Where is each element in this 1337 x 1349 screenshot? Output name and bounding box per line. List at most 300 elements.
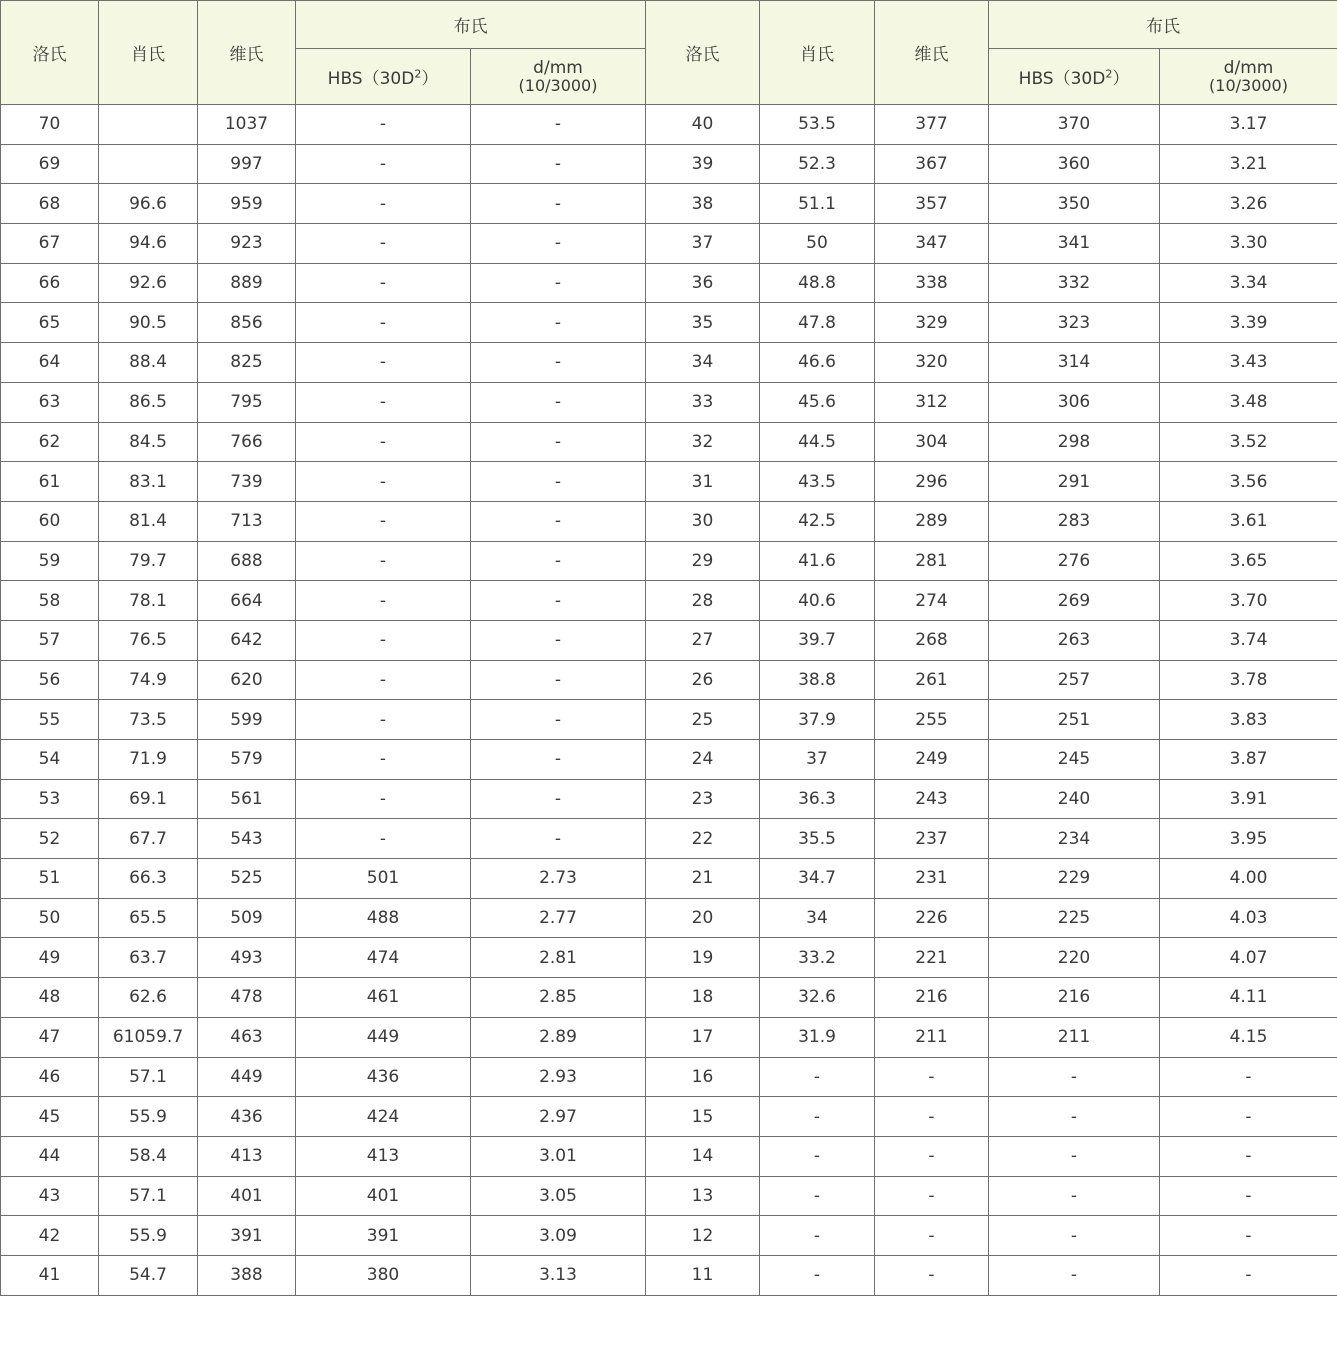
table-cell: 306: [989, 382, 1160, 422]
table-cell: 60: [1, 501, 99, 541]
table-cell: 391: [198, 1216, 296, 1256]
table-row: [1, 1255, 1337, 1295]
table-row: [1, 700, 1337, 740]
table-cell: 51.1: [760, 184, 875, 224]
table-cell: 26: [646, 660, 760, 700]
table-row: [1, 462, 1337, 502]
table-cell: 11: [646, 1255, 760, 1295]
table-cell: 4.07: [1160, 938, 1337, 978]
table-cell: 401: [296, 1176, 471, 1216]
table-cell: -: [471, 740, 646, 780]
table-cell: -: [1160, 1176, 1337, 1216]
table-cell: -: [760, 1136, 875, 1176]
table-row: [1, 740, 1337, 780]
table-cell: 32.6: [760, 978, 875, 1018]
table-cell: -: [296, 263, 471, 303]
table-cell: 2.77: [471, 898, 646, 938]
table-cell: 15: [646, 1097, 760, 1137]
table-row: [1, 859, 1337, 899]
table-cell: 42: [1, 1216, 99, 1256]
table-cell: 211: [875, 1017, 989, 1057]
table-cell: 501: [296, 859, 471, 899]
table-cell: 370: [989, 105, 1160, 145]
table-cell: -: [296, 501, 471, 541]
table-cell: 856: [198, 303, 296, 343]
table-cell: -: [471, 184, 646, 224]
table-cell: -: [989, 1176, 1160, 1216]
table-cell: 48: [1, 978, 99, 1018]
table-cell: 493: [198, 938, 296, 978]
table-cell: 525: [198, 859, 296, 899]
table-cell: -: [296, 541, 471, 581]
table-cell: -: [471, 263, 646, 303]
table-cell: -: [471, 501, 646, 541]
table-cell: 57.1: [99, 1176, 198, 1216]
table-cell: -: [296, 700, 471, 740]
table-cell: -: [989, 1057, 1160, 1097]
table-cell: 283: [989, 501, 1160, 541]
table-cell: 436: [198, 1097, 296, 1137]
table-cell: 229: [989, 859, 1160, 899]
table-cell: 959: [198, 184, 296, 224]
table-cell: -: [296, 740, 471, 780]
table-cell: 474: [296, 938, 471, 978]
table-row: [1, 1097, 1337, 1137]
header-vickers: 维氏: [875, 1, 989, 105]
table-cell: 33: [646, 382, 760, 422]
table-cell: 795: [198, 382, 296, 422]
table-cell: -: [471, 819, 646, 859]
table-cell: 234: [989, 819, 1160, 859]
table-cell: -: [875, 1057, 989, 1097]
table-cell: 251: [989, 700, 1160, 740]
table-cell: 12: [646, 1216, 760, 1256]
table-row: [1, 144, 1337, 184]
table-cell: 289: [875, 501, 989, 541]
table-row: [1, 422, 1337, 462]
dmm-label: d/mm: [1223, 57, 1274, 78]
table-cell: 90.5: [99, 303, 198, 343]
table-cell: -: [296, 819, 471, 859]
table-row: [1, 263, 1337, 303]
table-cell: 61: [1, 462, 99, 502]
table-cell: 3.43: [1160, 343, 1337, 383]
table-row: [1, 1136, 1337, 1176]
table-cell: 24: [646, 740, 760, 780]
table-row: [1, 184, 1337, 224]
table-cell: 48.8: [760, 263, 875, 303]
table-cell: 44.5: [760, 422, 875, 462]
table-cell: -: [1160, 1057, 1337, 1097]
table-cell: -: [471, 224, 646, 264]
table-cell: 4.00: [1160, 859, 1337, 899]
hbs-suffix: ）: [421, 69, 439, 89]
table-cell: 57: [1, 620, 99, 660]
table-row: [1, 1176, 1337, 1216]
table-row: [1, 779, 1337, 819]
table-cell: 59: [1, 541, 99, 581]
table-cell: -: [296, 620, 471, 660]
table-cell: 3.91: [1160, 779, 1337, 819]
table-cell: 37.9: [760, 700, 875, 740]
table-cell: 249: [875, 740, 989, 780]
header-brinell: 布氏: [296, 1, 646, 49]
table-cell: -: [875, 1216, 989, 1256]
table-cell: 825: [198, 343, 296, 383]
table-cell: 17: [646, 1017, 760, 1057]
table-cell: 65.5: [99, 898, 198, 938]
table-cell: -: [760, 1097, 875, 1137]
header-rockwell: 洛氏: [1, 1, 99, 105]
table-cell: -: [296, 343, 471, 383]
table-cell: 19: [646, 938, 760, 978]
table-cell: -: [989, 1255, 1160, 1295]
table-cell: 766: [198, 422, 296, 462]
table-cell: 14: [646, 1136, 760, 1176]
table-cell: 688: [198, 541, 296, 581]
table-cell: -: [875, 1176, 989, 1216]
table-cell: 3.34: [1160, 263, 1337, 303]
table-cell: 3.48: [1160, 382, 1337, 422]
table-cell: 3.01: [471, 1136, 646, 1176]
table-cell: 96.6: [99, 184, 198, 224]
table-cell: 367: [875, 144, 989, 184]
table-cell: -: [989, 1097, 1160, 1137]
table-cell: 29: [646, 541, 760, 581]
table-cell: 88.4: [99, 343, 198, 383]
table-cell: [99, 144, 198, 184]
table-cell: 350: [989, 184, 1160, 224]
table-cell: 281: [875, 541, 989, 581]
table-cell: 69: [1, 144, 99, 184]
table-cell: 561: [198, 779, 296, 819]
table-row: [1, 620, 1337, 660]
table-cell: 52.3: [760, 144, 875, 184]
table-cell: 323: [989, 303, 1160, 343]
table-cell: 45: [1, 1097, 99, 1137]
table-cell: 92.6: [99, 263, 198, 303]
table-cell: 461: [296, 978, 471, 1018]
table-cell: 413: [296, 1136, 471, 1176]
table-cell: 240: [989, 779, 1160, 819]
table-cell: 13: [646, 1176, 760, 1216]
table-cell: 237: [875, 819, 989, 859]
table-cell: 39.7: [760, 620, 875, 660]
table-cell: 53: [1, 779, 99, 819]
table-cell: 42.5: [760, 501, 875, 541]
table-row: [1, 938, 1337, 978]
table-cell: 40.6: [760, 581, 875, 621]
table-cell: -: [471, 462, 646, 502]
table-cell: 79.7: [99, 541, 198, 581]
table-cell: 3.21: [1160, 144, 1337, 184]
table-cell: -: [875, 1097, 989, 1137]
table-cell: 63: [1, 382, 99, 422]
table-row: [1, 224, 1337, 264]
table-cell: 67: [1, 224, 99, 264]
table-cell: 304: [875, 422, 989, 462]
table-cell: 81.4: [99, 501, 198, 541]
table-cell: -: [760, 1057, 875, 1097]
table-cell: 312: [875, 382, 989, 422]
table-cell: -: [296, 105, 471, 145]
table-row: [1, 1057, 1337, 1097]
table-cell: 2.81: [471, 938, 646, 978]
table-cell: 620: [198, 660, 296, 700]
table-cell: 76.5: [99, 620, 198, 660]
table-cell: 63.7: [99, 938, 198, 978]
table-cell: -: [471, 779, 646, 819]
table-cell: -: [296, 660, 471, 700]
table-cell: 38: [646, 184, 760, 224]
table-row: [1, 660, 1337, 700]
table-cell: 255: [875, 700, 989, 740]
table-cell: 3.61: [1160, 501, 1337, 541]
table-cell: -: [989, 1216, 1160, 1256]
table-cell: -: [296, 184, 471, 224]
table-cell: -: [471, 581, 646, 621]
table-cell: 20: [646, 898, 760, 938]
table-cell: -: [471, 541, 646, 581]
table-cell: -: [471, 700, 646, 740]
table-cell: 86.5: [99, 382, 198, 422]
table-cell: 46: [1, 1057, 99, 1097]
table-cell: 3.56: [1160, 462, 1337, 502]
table-cell: -: [296, 779, 471, 819]
table-cell: -: [471, 382, 646, 422]
table-row: [1, 343, 1337, 383]
header-indent-diameter: [471, 49, 646, 105]
table-cell: 216: [875, 978, 989, 1018]
table-cell: 401: [198, 1176, 296, 1216]
table-row: [1, 1216, 1337, 1256]
table-cell: -: [296, 382, 471, 422]
table-cell: 543: [198, 819, 296, 859]
table-cell: 1037: [198, 105, 296, 145]
table-cell: 338: [875, 263, 989, 303]
table-cell: 16: [646, 1057, 760, 1097]
table-cell: 54: [1, 740, 99, 780]
table-cell: 45.6: [760, 382, 875, 422]
table-cell: 243: [875, 779, 989, 819]
table-cell: 261: [875, 660, 989, 700]
table-cell: 3.83: [1160, 700, 1337, 740]
table-cell: 314: [989, 343, 1160, 383]
table-body: [1, 105, 1337, 1296]
table-cell: 3.65: [1160, 541, 1337, 581]
table-cell: 3.30: [1160, 224, 1337, 264]
table-cell: -: [989, 1136, 1160, 1176]
header-hbs: [989, 49, 1160, 105]
table-cell: 268: [875, 620, 989, 660]
table-cell: 329: [875, 303, 989, 343]
table-cell: 83.1: [99, 462, 198, 502]
table-cell: 341: [989, 224, 1160, 264]
table-cell: 94.6: [99, 224, 198, 264]
table-cell: 642: [198, 620, 296, 660]
table-cell: 3.39: [1160, 303, 1337, 343]
table-cell: 3.13: [471, 1255, 646, 1295]
table-cell: 320: [875, 343, 989, 383]
table-cell: 23: [646, 779, 760, 819]
table-cell: 30: [646, 501, 760, 541]
table-cell: 4.03: [1160, 898, 1337, 938]
table-cell: 739: [198, 462, 296, 502]
table-cell: 2.97: [471, 1097, 646, 1137]
hbs-label: HBS（30D: [327, 69, 415, 89]
table-cell: 55.9: [99, 1216, 198, 1256]
table-row: [1, 898, 1337, 938]
table-cell: 34: [760, 898, 875, 938]
table-cell: 713: [198, 501, 296, 541]
table-cell: 664: [198, 581, 296, 621]
table-cell: 67.7: [99, 819, 198, 859]
hbs-sup: 2: [1105, 67, 1113, 81]
table-cell: 50: [760, 224, 875, 264]
table-cell: 66: [1, 263, 99, 303]
table-cell: 28: [646, 581, 760, 621]
table-cell: 31: [646, 462, 760, 502]
table-cell: 41.6: [760, 541, 875, 581]
table-cell: -: [296, 422, 471, 462]
table-cell: 53.5: [760, 105, 875, 145]
table-cell: 579: [198, 740, 296, 780]
header-vickers: 维氏: [198, 1, 296, 105]
table-cell: 47: [1, 1017, 99, 1057]
table-cell: -: [296, 144, 471, 184]
table-cell: 35.5: [760, 819, 875, 859]
table-cell: -: [760, 1176, 875, 1216]
table-cell: 62: [1, 422, 99, 462]
table-cell: 74.9: [99, 660, 198, 700]
table-cell: 36: [646, 263, 760, 303]
table-cell: 298: [989, 422, 1160, 462]
table-cell: 57.1: [99, 1057, 198, 1097]
table-cell: 34: [646, 343, 760, 383]
table-row: [1, 303, 1337, 343]
table-cell: 46.6: [760, 343, 875, 383]
table-row: [1, 819, 1337, 859]
table-cell: 226: [875, 898, 989, 938]
table-cell: 58: [1, 581, 99, 621]
table-cell: 3.26: [1160, 184, 1337, 224]
table-cell: 424: [296, 1097, 471, 1137]
table-cell: 65: [1, 303, 99, 343]
table-cell: 22: [646, 819, 760, 859]
table-cell: 225: [989, 898, 1160, 938]
table-cell: 54.7: [99, 1255, 198, 1295]
table-cell: 274: [875, 581, 989, 621]
table-cell: 257: [989, 660, 1160, 700]
table-cell: 449: [198, 1057, 296, 1097]
table-cell: 291: [989, 462, 1160, 502]
table-cell: 3.05: [471, 1176, 646, 1216]
table-cell: 2.73: [471, 859, 646, 899]
table-cell: 43: [1, 1176, 99, 1216]
table-cell: 216: [989, 978, 1160, 1018]
table-row: [1, 501, 1337, 541]
table-cell: 599: [198, 700, 296, 740]
table-cell: 51: [1, 859, 99, 899]
table-cell: 997: [198, 144, 296, 184]
table-cell: 923: [198, 224, 296, 264]
table-cell: -: [760, 1255, 875, 1295]
table-cell: -: [471, 303, 646, 343]
dmm-label: d/mm: [533, 57, 583, 78]
table-cell: 231: [875, 859, 989, 899]
table-cell: -: [875, 1255, 989, 1295]
table-cell: 269: [989, 581, 1160, 621]
table-cell: -: [296, 303, 471, 343]
table-cell: 55.9: [99, 1097, 198, 1137]
table-cell: -: [296, 224, 471, 264]
table-cell: 2.85: [471, 978, 646, 1018]
dmm-condition: (10/3000): [1209, 75, 1288, 95]
table-cell: 413: [198, 1136, 296, 1176]
table-cell: 263: [989, 620, 1160, 660]
table-cell: 3.52: [1160, 422, 1337, 462]
table-cell: 64: [1, 343, 99, 383]
table-row: [1, 581, 1337, 621]
table-cell: -: [1160, 1097, 1337, 1137]
table-cell: -: [471, 343, 646, 383]
table-cell: [99, 105, 198, 145]
table-cell: 21: [646, 859, 760, 899]
table-cell: -: [760, 1216, 875, 1256]
table-cell: 245: [989, 740, 1160, 780]
table-cell: 3.87: [1160, 740, 1337, 780]
table-cell: 34.7: [760, 859, 875, 899]
table-cell: 478: [198, 978, 296, 1018]
hbs-sup: 2: [414, 67, 422, 81]
table-cell: 4.15: [1160, 1017, 1337, 1057]
table-row: [1, 1017, 1337, 1057]
table-cell: -: [296, 462, 471, 502]
table-cell: 55: [1, 700, 99, 740]
table-cell: 3.70: [1160, 581, 1337, 621]
table-cell: 449: [296, 1017, 471, 1057]
table-row: [1, 978, 1337, 1018]
table-cell: 276: [989, 541, 1160, 581]
table-cell: 3.74: [1160, 620, 1337, 660]
table-cell: 66.3: [99, 859, 198, 899]
table-cell: 68: [1, 184, 99, 224]
table-cell: 3.17: [1160, 105, 1337, 145]
table-cell: 391: [296, 1216, 471, 1256]
table-cell: 61059.7: [99, 1017, 198, 1057]
table-row: [1, 541, 1337, 581]
table-cell: 37: [646, 224, 760, 264]
table-cell: 44: [1, 1136, 99, 1176]
header-brinell: 布氏: [989, 1, 1337, 49]
table-cell: 69.1: [99, 779, 198, 819]
table-cell: 71.9: [99, 740, 198, 780]
table-cell: 70: [1, 105, 99, 145]
table-cell: 357: [875, 184, 989, 224]
table-cell: 50: [1, 898, 99, 938]
table-cell: 463: [198, 1017, 296, 1057]
table-cell: -: [296, 581, 471, 621]
table-cell: 380: [296, 1255, 471, 1295]
table-cell: 436: [296, 1057, 471, 1097]
table-cell: 78.1: [99, 581, 198, 621]
table-cell: 47.8: [760, 303, 875, 343]
table-cell: 43.5: [760, 462, 875, 502]
table-cell: 36.3: [760, 779, 875, 819]
table-cell: 889: [198, 263, 296, 303]
table-cell: 509: [198, 898, 296, 938]
table-cell: 3.09: [471, 1216, 646, 1256]
